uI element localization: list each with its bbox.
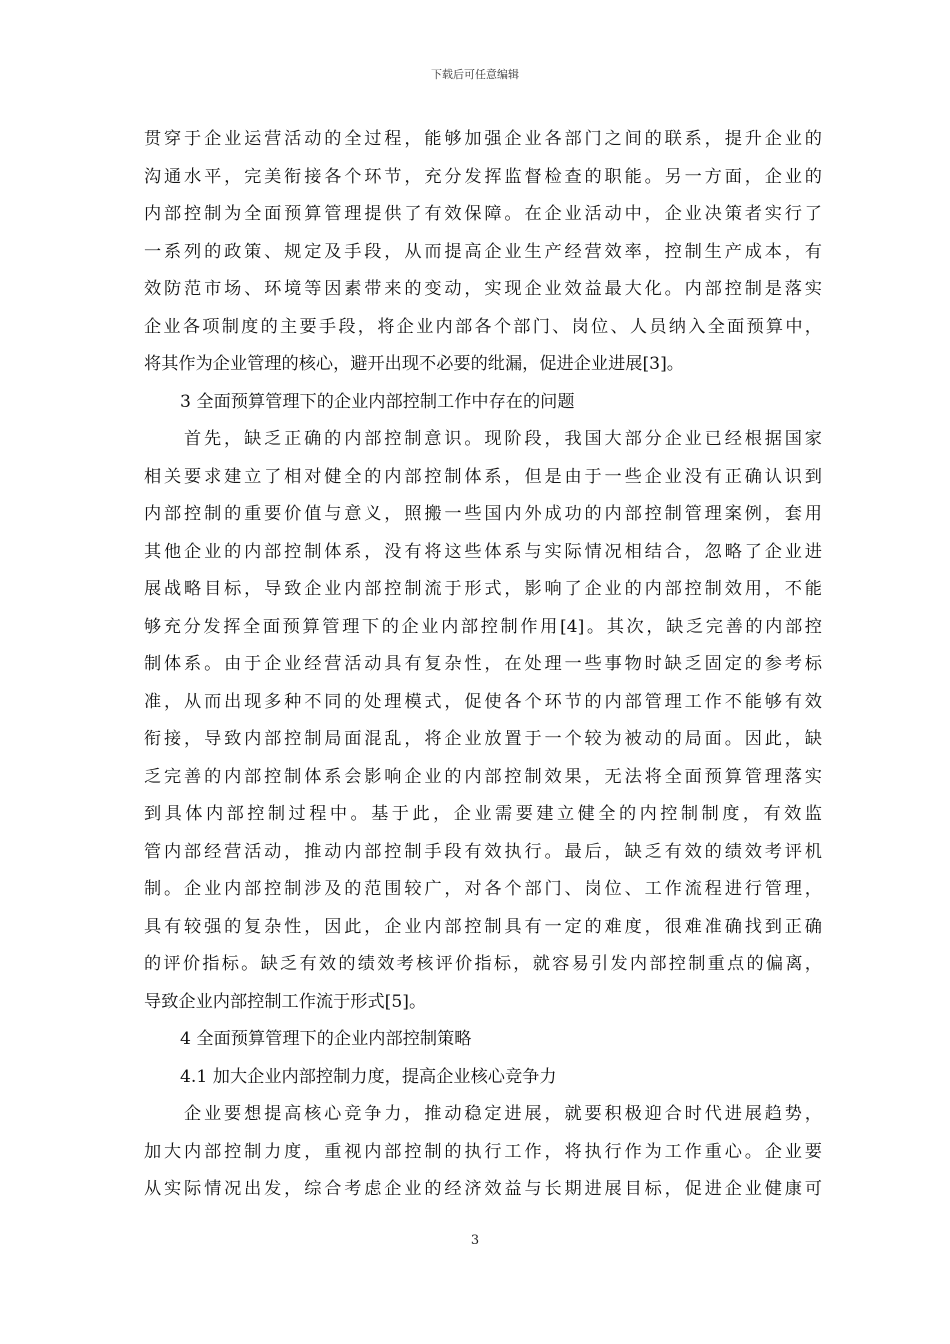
- paragraph-line: 具有较强的复杂性，因此，企业内部控制具有一定的难度，很难准确找到正确: [144, 916, 822, 937]
- paragraph-line: 准，从而出现多种不同的处理模式，促使各个环节的内部管理工作不能够有效: [144, 691, 822, 712]
- paragraph-line: 一系列的政策、规定及手段，从而提高企业生产经营效率，控制生产成本，有: [144, 241, 822, 262]
- paragraph-line: 内部控制的重要价值与意义，照搬一些国内外成功的内部控制管理案例，套用: [144, 504, 822, 524]
- paragraph-line: 导致企业内部控制工作流于形式[5]。: [144, 991, 427, 1012]
- paragraph-line: 企业各项制度的主要手段，将企业内部各个部门、岗位、人员纳入全面预算中，: [144, 316, 822, 337]
- subsection-heading: 4.1 加大企业内部控制力度，提高企业核心竞争力: [180, 1066, 557, 1087]
- paragraph-line: 沟通水平，完美衔接各个环节，充分发挥监督检查的职能。另一方面，企业的: [144, 166, 822, 187]
- paragraph-line: 相关要求建立了相对健全的内部控制体系，但是由于一些企业没有正确认识到: [144, 466, 822, 487]
- paragraph-line: 制。企业内部控制涉及的范围较广，对各个部门、岗位、工作流程进行管理，: [144, 879, 822, 899]
- paragraph-line: 企业要想提高核心竞争力，推动稳定进展，就要积极迎合时代进展趋势，: [184, 1104, 822, 1124]
- paragraph-line: 内部控制为全面预算管理提供了有效保障。在企业活动中，企业决策者实行了: [144, 204, 822, 224]
- section-heading: 4 全面预算管理下的企业内部控制策略: [180, 1029, 472, 1049]
- paragraph-line: 到具体内部控制过程中。基于此，企业需要建立健全的内控制制度，有效监: [144, 804, 822, 824]
- paragraph-line: 乏完善的内部控制体系会影响企业的内部控制效果，无法将全面预算管理落实: [144, 766, 822, 787]
- paragraph-line: 加大内部控制力度，重视内部控制的执行工作，将执行作为工作重心。企业要: [144, 1141, 822, 1162]
- paragraph-line: 制体系。由于企业经营活动具有复杂性，在处理一些事物时缺乏固定的参考标: [144, 654, 822, 674]
- paragraph-line: 够充分发挥全面预算管理下的企业内部控制作用[4]。其次，缺乏完善的内部控: [144, 616, 822, 637]
- paragraph-line: 效防范市场、环境等因素带来的变动，实现企业效益最大化。内部控制是落实: [144, 279, 822, 299]
- paragraph-line: 贯穿于企业运营活动的全过程，能够加强企业各部门之间的联系，提升企业的: [144, 129, 822, 149]
- paragraph-line: 的评价指标。缺乏有效的绩效考核评价指标，就容易引发内部控制重点的偏离，: [144, 954, 822, 974]
- paragraph-line: 其他企业的内部控制体系，没有将这些体系与实际情况相结合，忽略了企业进: [144, 541, 822, 562]
- document-body: [144, 121, 822, 1209]
- page-header: 下载后可任意编辑: [431, 68, 519, 81]
- paragraph-line: 管内部经营活动，推动内部控制手段有效执行。最后，缺乏有效的绩效考评机: [144, 841, 822, 862]
- paragraph-line: 衔接，导致内部控制局面混乱，将企业放置于一个较为被动的局面。因此，缺: [144, 729, 822, 749]
- paragraph-line: 首先，缺乏正确的内部控制意识。现阶段，我国大部分企业已经根据国家: [184, 429, 822, 449]
- page-number: 3: [470, 1233, 480, 1248]
- paragraph-line: 从实际情况出发，综合考虑企业的经济效益与长期进展目标，促进企业健康可: [144, 1179, 822, 1199]
- paragraph-line: 将其作为企业管理的核心，避开出现不必要的纰漏，促进企业进展[3]。: [144, 354, 684, 374]
- paragraph-line: 展战略目标，导致企业内部控制流于形式，影响了企业的内部控制效用，不能: [144, 579, 822, 599]
- section-heading: 3 全面预算管理下的企业内部控制工作中存在的问题: [180, 391, 575, 412]
